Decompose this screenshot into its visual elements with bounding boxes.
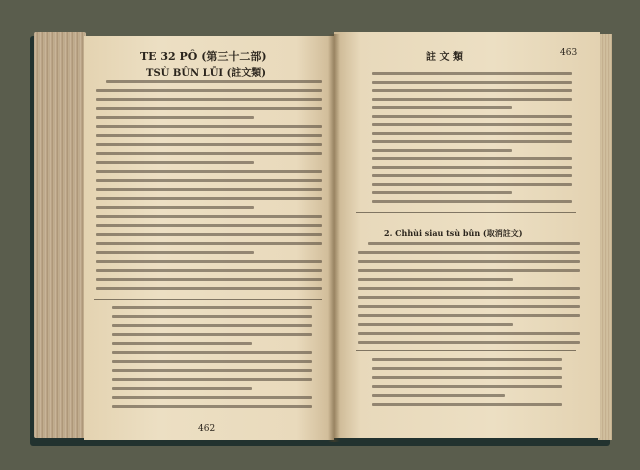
text-line	[96, 260, 322, 263]
text-line	[112, 351, 312, 354]
left-page-subtitle: TSÙ BÛN LŪI (註文類)	[146, 68, 267, 79]
text-line	[372, 174, 572, 177]
text-line	[106, 80, 322, 83]
text-line	[96, 179, 322, 182]
text-line	[112, 405, 312, 408]
text-line	[372, 394, 505, 397]
text-line	[372, 403, 562, 406]
text-line	[372, 89, 572, 92]
text-line	[112, 324, 312, 327]
text-line	[368, 242, 580, 245]
page-stack-right	[598, 34, 612, 440]
text-line	[96, 107, 322, 110]
text-line	[372, 140, 572, 143]
text-line	[358, 332, 580, 335]
text-line	[96, 143, 322, 146]
text-line	[372, 123, 572, 126]
text-line	[112, 315, 312, 318]
text-line	[372, 106, 512, 109]
text-line	[112, 342, 252, 345]
text-line	[112, 369, 312, 372]
text-line	[358, 251, 580, 254]
text-line	[372, 72, 572, 75]
notes-divider-right-2	[356, 350, 576, 351]
text-line	[372, 115, 572, 118]
right-page	[334, 32, 600, 438]
text-line	[358, 314, 580, 317]
text-line	[96, 152, 322, 155]
text-line	[372, 376, 562, 379]
text-line	[372, 166, 572, 169]
right-page-number: 463	[560, 48, 578, 58]
text-line	[372, 191, 512, 194]
left-page-title: TE 32 PÔ (第三十二部)	[140, 50, 267, 63]
text-line	[372, 98, 572, 101]
notes-divider-right	[356, 212, 576, 213]
notes-divider	[94, 299, 322, 300]
text-line	[358, 287, 580, 290]
text-line	[96, 269, 322, 272]
page-stack-left	[34, 32, 86, 438]
text-line	[112, 333, 312, 336]
text-line	[372, 200, 572, 203]
text-line	[96, 197, 322, 200]
text-line	[372, 132, 572, 135]
text-line	[112, 396, 312, 399]
text-line	[96, 206, 254, 209]
text-line	[358, 323, 513, 326]
text-line	[96, 89, 322, 92]
text-line	[96, 215, 322, 218]
text-line	[96, 170, 322, 173]
text-line	[112, 360, 312, 363]
text-line	[96, 116, 254, 119]
text-line	[372, 157, 572, 160]
open-book	[30, 28, 612, 446]
left-page-number: 462	[198, 424, 216, 434]
text-line	[96, 278, 322, 281]
text-line	[96, 98, 322, 101]
text-line	[372, 367, 562, 370]
text-line	[96, 125, 322, 128]
text-line	[372, 358, 562, 361]
text-line	[96, 161, 254, 164]
text-line	[358, 269, 580, 272]
text-line	[372, 385, 562, 388]
text-line	[358, 305, 580, 308]
text-line	[372, 81, 572, 84]
text-line	[96, 233, 322, 236]
text-line	[358, 341, 580, 344]
text-line	[96, 188, 322, 191]
text-line	[96, 134, 322, 137]
text-line	[372, 149, 512, 152]
left-page	[84, 36, 334, 440]
text-line	[96, 251, 254, 254]
text-line	[112, 387, 252, 390]
text-line	[358, 296, 580, 299]
text-line	[358, 260, 580, 263]
text-line	[372, 183, 572, 186]
text-line	[112, 306, 312, 309]
book-gutter	[328, 34, 340, 442]
text-line	[96, 287, 322, 290]
running-head: 註 文 類	[426, 52, 463, 63]
text-line	[96, 242, 322, 245]
section-heading: 2. Chhùi siau tsù bûn (取消註文)	[384, 228, 523, 238]
text-line	[358, 278, 513, 281]
text-line	[112, 378, 312, 381]
text-line	[96, 224, 322, 227]
